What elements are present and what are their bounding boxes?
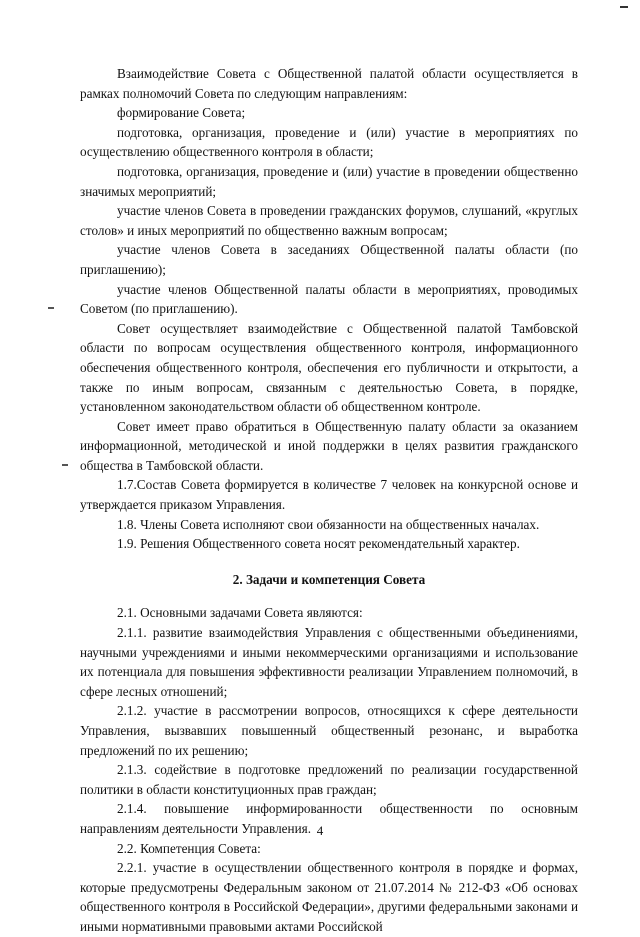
paragraph-control-events: подготовка, организация, проведение и (или) участие в мероприятиях по осуществлению общественного контроля в области; (80, 124, 578, 160)
paragraph-chamber-members: участие членов Общественной палаты области в мероприятиях, проводимых Советом (по приглашению). (80, 281, 578, 317)
scan-mark (62, 464, 68, 466)
paragraph-interaction-intro: Взаимодействие Совета с Общественной палатой области осуществляется в рамках полномочий Совета по следующим направлениям: (80, 66, 578, 101)
paragraph-2-1-3: 2.1.3. содействие в подготовке предложений по реализации государственной политики в области конституционных прав граждан; (80, 762, 578, 797)
page-number: 4 (316, 823, 324, 838)
paragraph-council-interaction: Совет осуществляет взаимодействие с Общественной палатой Тамбовской области по вопросам осуществления общественного контроля, информационного обеспечения общественного контроля, обеспечения его публичности и открытости, а также по иным вопросам, связанным с деятельностью Совета, в порядке, установленном законодательством области об общественном контроле. (80, 320, 578, 415)
document-page (80, 64, 578, 937)
paragraph-2-1: 2.1. Основными задачами Совета являются: (117, 605, 363, 621)
paragraph-2-2-1: 2.2.1. участие в осуществлении общественного контроля в порядке и формах, которые предусмотрены Федеральным законом от 21.07.2014 № 212-ФЗ «Об основах общественного контроля в Российской Федерации», другими федеральными законами и иными нормативными правовыми актами Российской (80, 860, 578, 934)
paragraph-1-9: 1.9. Решения Общественного совета носят рекомендательный характер. (117, 536, 520, 552)
paragraph-2-1-4: 2.1.4. повышение информированности общественности по основным направлениям деятельности Управления. (80, 801, 578, 836)
paragraph-significant-events: подготовка, организация, проведение и (или) участие в проведении общественно значимых мероприятий; (80, 163, 578, 199)
paragraph-forums: участие членов Совета в проведении гражданских форумов, слушаний, «круглых столов» и иных мероприятий по общественно важным вопросам; (80, 203, 578, 238)
paragraph-2-1-1: 2.1.1. развитие взаимодействия Управления с общественными объединениями, научными учреждениями и иными некоммерческими организациями и использование их потенциала для повышения эффективности реализации Управлением полномочий, в сфере лесных отношений; (80, 625, 578, 699)
paragraph-chamber-meetings: участие членов Совета в заседаниях Общественной палаты области (по приглашению); (80, 242, 578, 277)
paragraph-1-8: 1.8. Члены Совета исполняют свои обязанности на общественных началах. (117, 516, 540, 532)
paragraph-2-1-2: 2.1.2. участие в рассмотрении вопросов, относящихся к сфере деятельности Управления, вызвавших повышенный общественный резонанс, и выработка предложений по их решению; (80, 703, 578, 758)
section-heading: 2. Задачи и компетенция Совета (232, 571, 426, 587)
paragraph-2-2: 2.2. Компетенция Совета: (117, 840, 261, 856)
paragraph-formation: формирование Совета; (117, 105, 246, 121)
paragraph-council-rights: Совет имеет право обратиться в Общественную палату области за оказанием информационной, методической и иной поддержки в целях развития гражданского общества в Тамбовской области. (80, 418, 578, 473)
scan-mark (48, 307, 54, 309)
scan-mark (620, 6, 628, 8)
paragraph-1-7: 1.7.Состав Совета формируется в количестве 7 человек на конкурсной основе и утверждается приказом Управления. (80, 477, 578, 513)
